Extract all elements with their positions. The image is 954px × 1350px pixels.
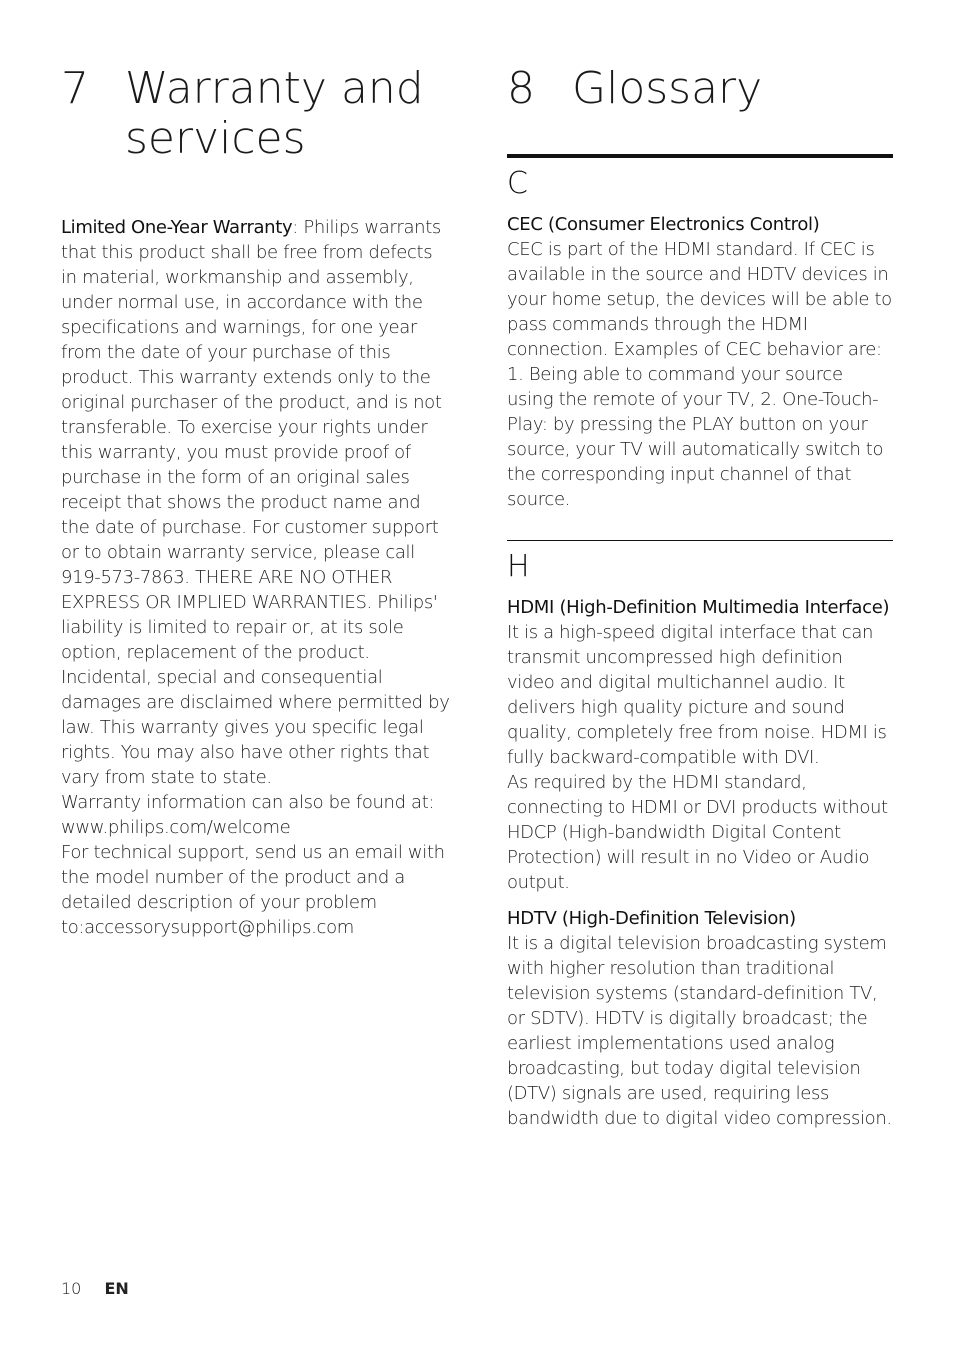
glossary-divider-thick (507, 154, 893, 158)
page-number: 10 (61, 1279, 82, 1298)
glossary-section (507, 64, 893, 1131)
warranty-info-text: Warranty information can also be found at: www.philips.com/welcome (61, 792, 435, 838)
glossary-chapter-title: Glossary (572, 63, 763, 114)
warranty-lead-text: : Philips warrants that this product shall be free from defects in material, workmanship and assembly, under normal use, in accordance with the specifications and warnings, for one year from the date of your purchase of this product. This warranty extends only to the original purchaser of the product, and is not transferable. To exercise your rights under this warranty, you must provide proof of purchase in the form of an original sales receipt that shows the product name and the date of purchase. For customer support or to obtain warranty service, please call 919-573-7863. THERE ARE NO OTHER EXPRESS OR IMPLIED WARRANTIES. Philips' liability is limited to repair or, at its sole option, replacement of the product. Incidental, special and consequential damages are disclaimed where permitted by law. This warranty gives you specific legal rights. You may also have other rights that vary from state to state. (61, 217, 450, 788)
glossary-definition-continued: As required by the HDMI standard, connecting to HDMI or DVI products without HDCP (High-bandwidth Digital Content Protection) will result in no Video or Audio output. (507, 772, 888, 893)
glossary-chapter-number: 8 (507, 63, 535, 114)
warranty-chapter-number: 7 (61, 63, 89, 114)
glossary-term: HDMI (High-Definition Multimedia Interface) (507, 597, 890, 618)
glossary-entry-hdmi (507, 595, 893, 895)
page-footer (61, 1279, 129, 1299)
warranty-lead-label: Limited One-Year Warranty (61, 217, 293, 238)
glossary-definition: It is a high-speed digital interface that can transmit uncompressed high definition video and digital multichannel audio. It delivers high quality picture and sound quality, completely free from noise. HDMI is fully backward-compatible with DVI. (507, 622, 887, 768)
warranty-body (61, 215, 451, 940)
warranty-support-text: For technical support, send us an email with the model number of the product and a detailed description of your problem to:accessorysupport@philips.com (61, 842, 445, 938)
glossary-definition: It is a digital television broadcasting system with higher resolution than traditional television systems (standard-definition TV, or SDTV). HDTV is digitally broadcast; the earliest implementations used analog broadcasting, but today digital television (DTV) signals are used, requiring less bandwidth due to digital video compression. (507, 933, 892, 1129)
glossary-divider-thin (507, 540, 893, 541)
glossary-letter-c: C (507, 166, 528, 201)
glossary-entry-hdtv (507, 906, 893, 1131)
glossary-entry-cec (507, 212, 893, 512)
warranty-chapter-title: Warranty and services (125, 63, 424, 164)
language-code: EN (104, 1279, 129, 1298)
glossary-letter-h: H (507, 549, 530, 584)
warranty-chapter-heading (61, 64, 451, 164)
warranty-section (61, 64, 451, 940)
glossary-chapter-heading (507, 64, 893, 114)
glossary-definition: CEC is part of the HDMI standard. If CEC is available in the source and HDTV devices in your home setup, the devices will be able to pass commands through the HDMI connection. Examples of CEC behavior are: 1. Being able to command your source using the remote of your TV, 2. One-Touch-Play: by pressing the PLAY button on your source, your TV will automatically switch to the corresponding input channel of that source. (507, 239, 892, 510)
glossary-term: CEC (Consumer Electronics Control) (507, 214, 820, 235)
glossary-term: HDTV (High-Definition Television) (507, 908, 796, 929)
warranty-paragraph (61, 215, 451, 790)
